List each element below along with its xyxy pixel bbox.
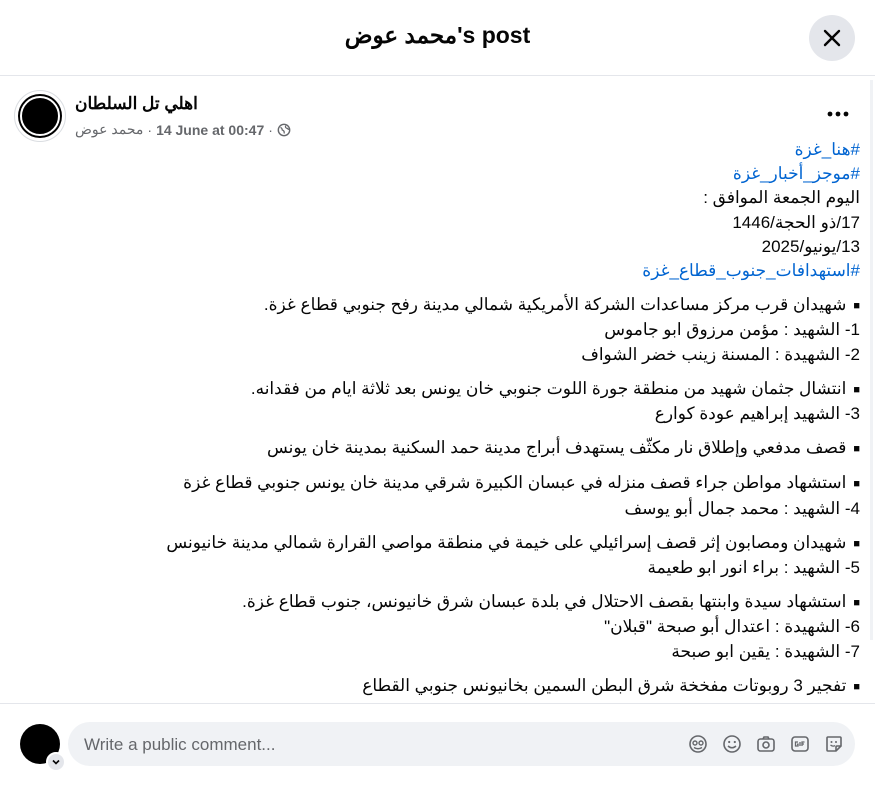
paragraph-gap <box>15 461 860 471</box>
sticker-icon <box>824 734 844 754</box>
line-text: شهيدان قرب مركز مساعدات الشركة الأمريكية شمالي مدينة رفح جنوبي قطاع غزة. <box>263 295 847 315</box>
line-text: 17/ذو الحجة/1446 <box>732 212 860 232</box>
line-text: 5- الشهيد : براء انور ابو طعيمة <box>647 558 860 578</box>
emoji-icon <box>722 734 742 754</box>
post-line <box>15 402 860 426</box>
line-text: 7- الشهيدة : يقين ابو صبحة <box>671 641 860 661</box>
bullet-icon: ■ <box>853 443 860 456</box>
sticker-button[interactable] <box>823 733 845 755</box>
hashtag-link[interactable] <box>15 259 860 283</box>
post-line <box>15 186 860 210</box>
avatar-sticker-button[interactable] <box>687 733 709 755</box>
comment-toolbar <box>687 733 845 755</box>
gif-icon <box>790 734 810 754</box>
post-line <box>15 556 860 580</box>
paragraph-gap <box>15 283 860 293</box>
line-text: 2- الشهيدة : المسنة زينب خضر الشواف <box>581 344 860 364</box>
gif-button[interactable] <box>789 733 811 755</box>
close-button[interactable] <box>809 15 855 61</box>
line-text: 4- الشهيد : محمد جمال أبو يوسف <box>624 498 860 518</box>
dialog-title: محمد عوض's post <box>344 22 531 48</box>
line-text: شهيدان ومصابون إثر قصف إسرائيلي على خيمة في منطقة مواصي القرارة شمالي مدينة خانيونس <box>166 532 847 552</box>
line-text: 13/يونيو/2025 <box>761 236 860 256</box>
dialog-header <box>0 0 875 76</box>
post-body <box>15 138 860 724</box>
profile-switch-button[interactable] <box>46 752 66 772</box>
bullet-line <box>15 377 860 402</box>
more-options-button[interactable] <box>826 104 850 124</box>
paragraph-gap <box>15 664 860 674</box>
line-text: #استهدافات_جنوب_قطاع_غزة <box>642 261 860 281</box>
bullet-icon: ■ <box>853 597 860 610</box>
paragraph-gap <box>15 580 860 590</box>
line-text: #هنا_غزة <box>794 140 860 159</box>
line-text: #موجز_أخبار_غزة <box>732 164 860 184</box>
comment-box[interactable] <box>68 722 855 766</box>
post-line <box>15 318 860 342</box>
post-line <box>15 343 860 367</box>
chevron-down-icon <box>51 757 61 767</box>
line-text: انتشال جثمان شهيد من منطقة جورة اللوت جنوبي خان يونس بعد ثلاثة ايام من فقدانه. <box>250 378 847 398</box>
bullet-line <box>15 674 860 699</box>
camera-icon <box>756 734 776 754</box>
post-line <box>15 497 860 521</box>
post-author[interactable]: اهلي تل السلطان <box>75 94 198 113</box>
paragraph-gap <box>15 521 860 531</box>
bullet-line <box>15 531 860 556</box>
post-date[interactable]: 14 June at 00:47 <box>156 121 265 138</box>
comment-input[interactable] <box>82 722 646 768</box>
comment-footer <box>0 703 875 789</box>
line-text: 1- الشهيد : مؤمن مرزوق ابو جاموس <box>604 320 860 340</box>
post-line <box>15 235 860 259</box>
bullet-icon: ■ <box>853 383 860 396</box>
paragraph-gap <box>15 426 860 436</box>
emoji-button[interactable] <box>721 733 743 755</box>
post-line <box>15 615 860 639</box>
hashtag-link[interactable] <box>15 162 860 186</box>
bullet-line <box>15 590 860 615</box>
bullet-line <box>15 471 860 496</box>
paragraph-gap <box>15 367 860 377</box>
line-text: اليوم الجمعة الموافق : <box>703 188 860 208</box>
line-text: استشهاد سيدة وابنتها بقصف الاحتلال في بلدة عبسان شرق خانيونس، جنوب قطاع غزة. <box>242 592 847 612</box>
meta-separator: · <box>268 121 273 138</box>
bullet-line <box>15 436 860 461</box>
bullet-icon: ■ <box>853 680 860 693</box>
more-icon <box>827 111 849 117</box>
meta-separator: · <box>147 121 153 138</box>
post-line <box>15 211 860 235</box>
post-line <box>15 640 860 664</box>
line-text: 6- الشهيدة : اعتدال أبو صبحة "قبلان" <box>604 617 860 637</box>
bullet-icon: ■ <box>853 478 860 491</box>
bullet-icon: ■ <box>853 300 860 313</box>
line-text: قصف مدفعي وإطلاق نار مكثّف يستهدف أبراج مدينة حمد السكنية بمدينة خان يونس <box>266 438 847 458</box>
close-icon <box>822 28 842 48</box>
bullet-icon: ■ <box>853 537 860 550</box>
bullet-line <box>15 293 860 318</box>
hashtag-link[interactable] <box>15 138 860 162</box>
camera-button[interactable] <box>755 733 777 755</box>
post-body-clip <box>0 130 875 703</box>
avatar-sticker-icon <box>688 734 708 754</box>
line-text: استشهاد مواطن جراء قصف منزله في عبسان الكبيرة شرقي مدينة خان يونس جنوبي قطاع غزة <box>183 473 847 493</box>
meta-name[interactable]: محمد عوض <box>75 121 144 137</box>
line-text: تفجير 3 روبوتات مفخخة شرق البطن السمين بخانيونس جنوبي القطاع <box>362 675 847 695</box>
line-text: 3- الشهيد إبراهيم عودة كوارع <box>654 404 860 424</box>
